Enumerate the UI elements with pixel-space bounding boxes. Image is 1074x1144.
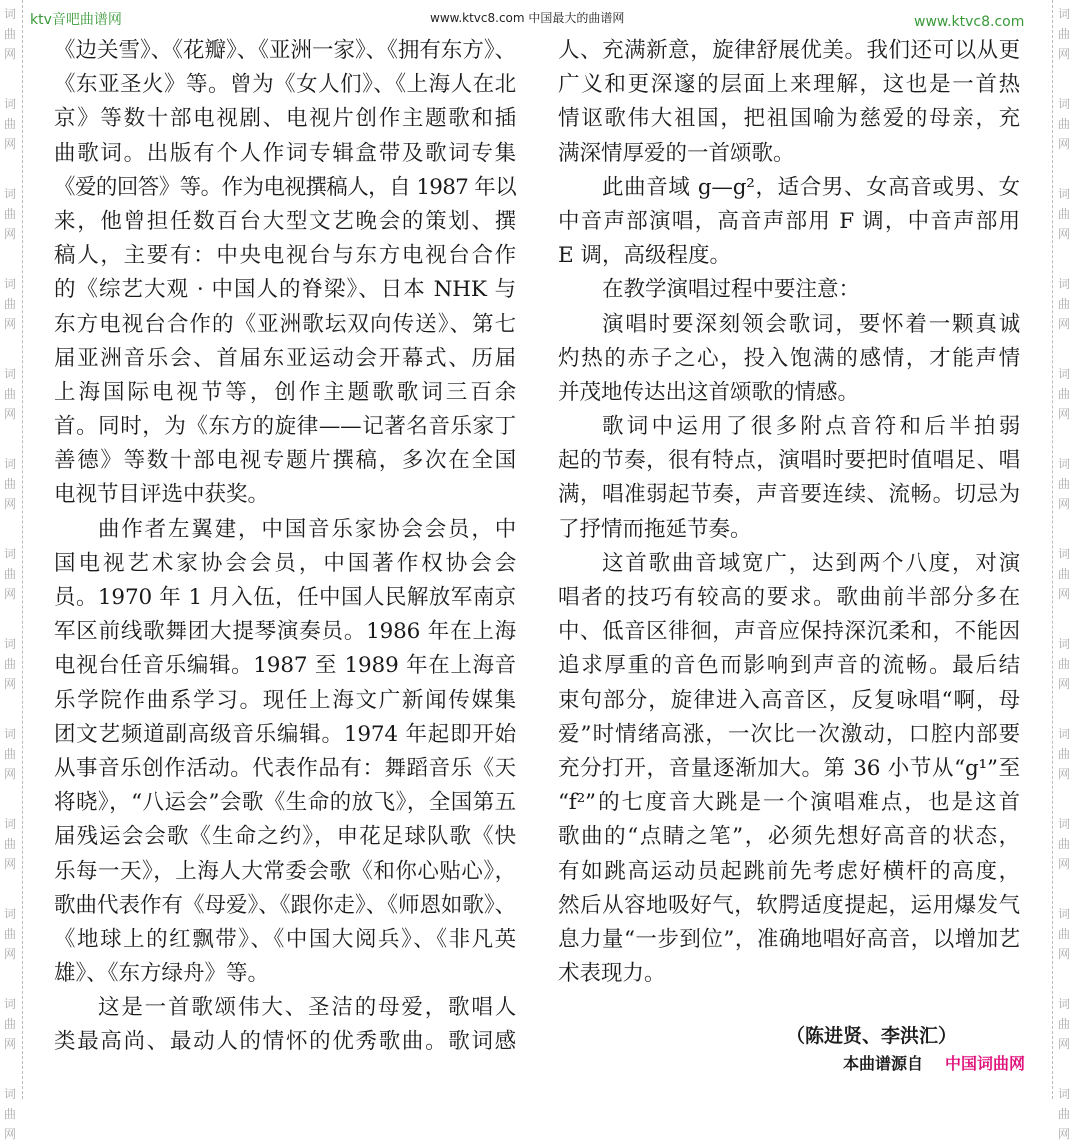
text-line: 情讴歌伟大祖国，把祖国喻为慈爱的母亲，充 <box>558 106 1020 132</box>
text-line: 的《综艺大观 · 中国人的脊梁》、日本 NHK 与 <box>54 277 516 303</box>
text-line: 充分打开，音量逐渐加大。第 36 小节从“g¹”至 <box>558 755 1020 781</box>
text-line: 乐学院作曲系学习。现任上海文广新闻传媒集 <box>54 687 516 713</box>
text-line: 歌词中运用了很多附点音符和后半拍弱 <box>602 414 1020 440</box>
side-watermark-text: 词 曲 网 <box>3 997 16 1051</box>
text-line: 了抒情而拖延节奏。 <box>558 516 752 542</box>
side-watermark-text: 词 曲 网 <box>1057 727 1070 781</box>
text-line: 善德》等数十部电视专题片撰稿，多次在全国 <box>54 448 516 474</box>
side-watermark-text: 词 曲 网 <box>3 277 16 331</box>
text-line: 人、充满新意，旋律舒展优美。我们还可以从更 <box>558 38 1020 63</box>
side-watermark-text: 词 曲 网 <box>1057 7 1070 61</box>
text-line: 追求厚重的音色而影响到声音的流畅。最后结 <box>558 653 1020 679</box>
text-line: 然后从容地吸好气，软腭适度提起，运用爆发气 <box>558 892 1020 918</box>
left-margin-watermark <box>0 0 22 1141</box>
text-line: 电视台任音乐编辑。1987 至 1989 年在上海音 <box>54 653 516 679</box>
text-line: 曲作者左翼建，中国音乐家协会会员，中 <box>98 516 516 542</box>
source-prefix: 本曲谱源自 <box>843 1054 924 1073</box>
text-line: 术表现力。 <box>558 961 666 987</box>
text-line: 并茂地传达出这首颂歌的情感。 <box>558 379 860 405</box>
text-line: E 调，高级程度。 <box>558 243 732 269</box>
side-watermark-text: 词 曲 网 <box>1057 187 1070 241</box>
text-line: 息力量“一步到位”，准确地唱好高音，以增加艺 <box>558 926 1020 952</box>
text-line: 这是一首歌颂伟大、圣洁的母爱，歌唱人 <box>98 995 516 1021</box>
side-watermark-text: 词 曲 网 <box>1057 547 1070 601</box>
text-line: 《爱的回答》等。作为电视撰稿人，自 1987 年以 <box>54 174 516 200</box>
side-watermark-text: 词 曲 网 <box>3 7 16 61</box>
source-brand: 中国词曲网 <box>945 1054 1026 1073</box>
text-line: 东方电视台合作的《亚洲歌坛双向传送》、第七 <box>54 311 516 337</box>
side-watermark-text: 词 曲 网 <box>3 457 16 511</box>
side-watermark-text: 词 曲 网 <box>3 97 16 151</box>
text-line: 束句部分，旋律进入高音区，反复咏唱“啊，母 <box>558 687 1020 713</box>
text-line: 《边关雪》、《花瓣》、《亚洲一家》、《拥有东方》、 <box>54 38 516 63</box>
side-watermark-text: 词 曲 网 <box>1057 907 1070 961</box>
text-line: 电视节目评选中获奖。 <box>54 482 270 508</box>
text-line: 在教学演唱过程中要注意： <box>602 277 861 303</box>
side-watermark-text: 词 曲 网 <box>1057 97 1070 151</box>
side-watermark-text: 词 曲 网 <box>1057 997 1070 1051</box>
text-line: 满，唱准弱起节奏，声音要连续、流畅。切忌为 <box>558 482 1020 508</box>
right-text-column <box>558 34 1020 991</box>
side-watermark-text: 词 曲 网 <box>3 187 16 241</box>
text-line: 中音声部演唱，高音声部用 F 调，中音声部用 <box>558 208 1020 234</box>
text-line: 有如跳高运动员起跳前先考虑好横杆的高度， <box>558 858 1020 884</box>
text-line: 雄》、《东方绿舟》等。 <box>54 961 270 987</box>
text-line: 曲歌词。出版有个人作词专辑盒带及歌词专集 <box>54 140 516 166</box>
side-watermark-text: 词 曲 网 <box>3 727 16 781</box>
text-line: 军区前线歌舞团大提琴演奏员。1986 年在上海 <box>54 619 516 645</box>
text-line: 员。1970 年 1 月入伍，任中国人民解放军南京 <box>54 585 516 610</box>
text-line: 这首歌曲音域宽广，达到两个八度，对演 <box>602 550 1020 576</box>
text-line: 团文艺频道副高级音乐编辑。1974 年起即开始 <box>54 721 516 747</box>
right-margin-watermark <box>1052 0 1074 1141</box>
side-watermark-text: 词 曲 网 <box>1057 637 1070 691</box>
text-line: 来，他曾担任数百台大型文艺晚会的策划、撰 <box>54 208 516 234</box>
author-signature: （陈进贤、李洪汇） <box>786 1025 958 1047</box>
text-line: 上海国际电视节等，创作主题歌歌词三百余 <box>54 379 516 405</box>
text-line: “f²”的七度音大跳是一个演唱难点，也是这首 <box>558 790 1020 816</box>
text-line: 中、低音区徘徊，声音应保持深沉柔和，不能因 <box>558 619 1020 645</box>
text-line: 满深情厚爱的一首颂歌。 <box>558 140 795 166</box>
text-line: 将晓》，“八运会”会歌《生命的放飞》，全国第五 <box>54 790 516 816</box>
text-line: 唱者的技巧有较高的要求。歌曲前半部分多在 <box>558 585 1020 610</box>
left-text-column <box>54 34 516 1060</box>
side-watermark-text: 词 曲 网 <box>1057 1087 1070 1141</box>
watermark-top-center: www.ktvc8.com 中国最大的曲谱网 <box>430 11 625 25</box>
watermark-top-left: ktv音吧曲谱网 <box>30 12 122 28</box>
text-line: 《东亚圣火》等。曾为《女人们》、《上海人在北 <box>54 72 516 98</box>
text-line: 届亚洲音乐会、首届东亚运动会开幕式、历届 <box>54 345 516 371</box>
side-watermark-text: 词 曲 网 <box>3 547 16 601</box>
side-watermark-text: 词 曲 网 <box>3 907 16 961</box>
side-watermark-text: 词 曲 网 <box>3 637 16 691</box>
text-line: 首。同时，为《东方的旋律——记著名音乐家丁 <box>54 414 516 440</box>
text-line: 乐每一天》，上海人大常委会歌《和你心贴心》， <box>54 858 516 884</box>
text-line: 此曲音域 g—g²，适合男、女高音或男、女 <box>602 174 1020 200</box>
side-watermark-text: 词 曲 网 <box>1057 457 1070 511</box>
watermark-top-right: www.ktvc8.com <box>914 14 1025 30</box>
text-line: 稿人，主要有：中央电视台与东方电视台合作 <box>54 243 516 269</box>
side-watermark-text: 词 曲 网 <box>1057 817 1070 871</box>
text-line: 歌曲代表作有《母爱》、《跟你走》、《师恩如歌》、 <box>54 892 516 918</box>
text-line: 国电视艺术家协会会员，中国著作权协会会 <box>54 550 516 576</box>
side-watermark-text: 词 曲 网 <box>3 817 16 871</box>
text-line: 广义和更深邃的层面上来理解，这也是一首热 <box>558 72 1020 98</box>
text-line: 从事音乐创作活动。代表作品有：舞蹈音乐《天 <box>54 755 516 781</box>
text-line: 歌曲的“点睛之笔”，必须先想好高音的状态， <box>558 824 1020 850</box>
side-watermark-text: 词 曲 网 <box>3 367 16 421</box>
text-line: 爱”时情绪高涨，一次比一次激动，口腔内部要 <box>558 721 1020 747</box>
source-credit <box>843 1054 1025 1074</box>
text-line: 届残运会会歌《生命之约》，申花足球队歌《快 <box>54 824 516 850</box>
side-watermark-text: 词 曲 网 <box>1057 367 1070 421</box>
text-line: 类最高尚、最动人的情怀的优秀歌曲。歌词感 <box>54 1029 516 1055</box>
side-watermark-text: 词 曲 网 <box>3 1087 16 1141</box>
text-line: 京》等数十部电视剧、电视片创作主题歌和插 <box>54 106 516 132</box>
text-line: 灼热的赤子之心，投入饱满的感情，才能声情 <box>558 345 1020 371</box>
text-line: 起的节奏，很有特点，演唱时要把时值唱足、唱 <box>558 448 1020 474</box>
text-line: 演唱时要深刻领会歌词，要怀着一颗真诚 <box>602 311 1020 337</box>
text-line: 《地球上的红飘带》、《中国大阅兵》、《非凡英 <box>54 926 516 952</box>
side-watermark-text: 词 曲 网 <box>1057 277 1070 331</box>
